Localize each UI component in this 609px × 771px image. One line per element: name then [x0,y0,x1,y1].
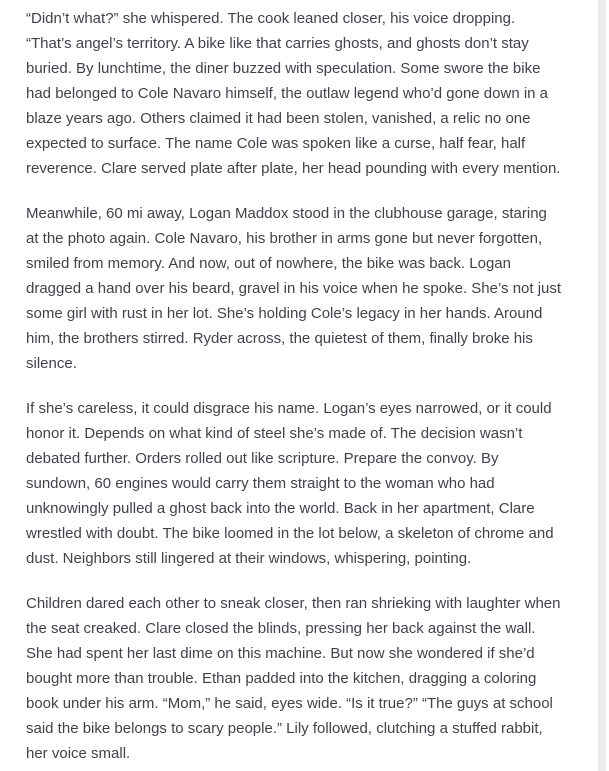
text-line: She had spent her last dime on this machine. But now she wondered if she’d [26,645,535,662]
text-line: “Didn’t what?” she whispered. The cook leaned closer, his voice dropping. [26,10,516,27]
text-line: unknowingly pulled a ghost back into the world. Back in her apartment, Clare [26,500,535,517]
text-line: some girl with rust in her lot. She’s holding Cole’s legacy in her hands. Around [26,305,543,322]
paragraph [26,396,575,571]
text-line: buried. By lunchtime, the diner buzzed with speculation. Some swore the bike [26,60,541,77]
text-line: debated further. Orders rolled out like scripture. Prepare the convoy. By [26,450,499,467]
text-line: had belonged to Cole Navaro himself, the outlaw legend who’d gone down in a [26,85,549,102]
scrollbar-track[interactable] [598,0,606,771]
text-line: at the photo again. Cole Navaro, his brother in arms gone but never forgotten, [26,230,543,247]
text-line: If she’s careless, it could disgrace his name. Logan’s eyes narrowed, or it could [26,400,552,417]
text-line: book under his arm. “Mom,” he said, eyes wide. “Is it true?” “The guys at school [26,695,553,712]
text-line: dragged a hand over his beard, gravel in his voice when he spoke. She’s not just [26,280,562,297]
text-line: smiled from memory. And now, out of nowhere, the bike was back. Logan [26,255,511,272]
text-line: blaze years ago. Others claimed it had been stolen, vanished, a relic no one [26,110,531,127]
text-line: Children dared each other to sneak closer, then ran shrieking with laughter when [26,595,561,612]
text-line: silence. [26,355,77,372]
text-line: honor it. Depends on what kind of steel she’s made of. The decision wasn’t [26,425,523,442]
text-line: Meanwhile, 60 mi away, Logan Maddox stood in the clubhouse garage, staring [26,205,547,222]
paragraph [26,6,575,181]
text-line: said the bike belongs to scary people.” Lily followed, clutching a stuffed rabbit, [26,720,543,737]
text-line: him, the brothers stirred. Ryder across, the quietest of them, finally broke his [26,330,533,347]
text-line: bought more than trouble. Ethan padded into the kitchen, dragging a coloring [26,670,537,687]
text-line: “That’s angel’s territory. A bike like that carries ghosts, and ghosts don’t stay [26,35,529,52]
text-line: wrestled with doubt. The bike loomed in the lot below, a skeleton of chrome and [26,525,554,542]
text-line: sundown, 60 engines would carry them straight to the woman who had [26,475,495,492]
text-line: her voice small. [26,745,131,762]
text-line: reverence. Clare served plate after plate, her head pounding with every mention. [26,160,561,177]
text-line: the seat creaked. Clare closed the blinds, pressing her back against the wall. [26,620,536,637]
text-line: expected to surface. The name Cole was spoken like a curse, half fear, half [26,135,526,152]
paragraph [26,201,575,376]
text-line: dust. Neighbors still lingered at their windows, whispering, pointing. [26,550,472,567]
paragraph [26,591,575,766]
